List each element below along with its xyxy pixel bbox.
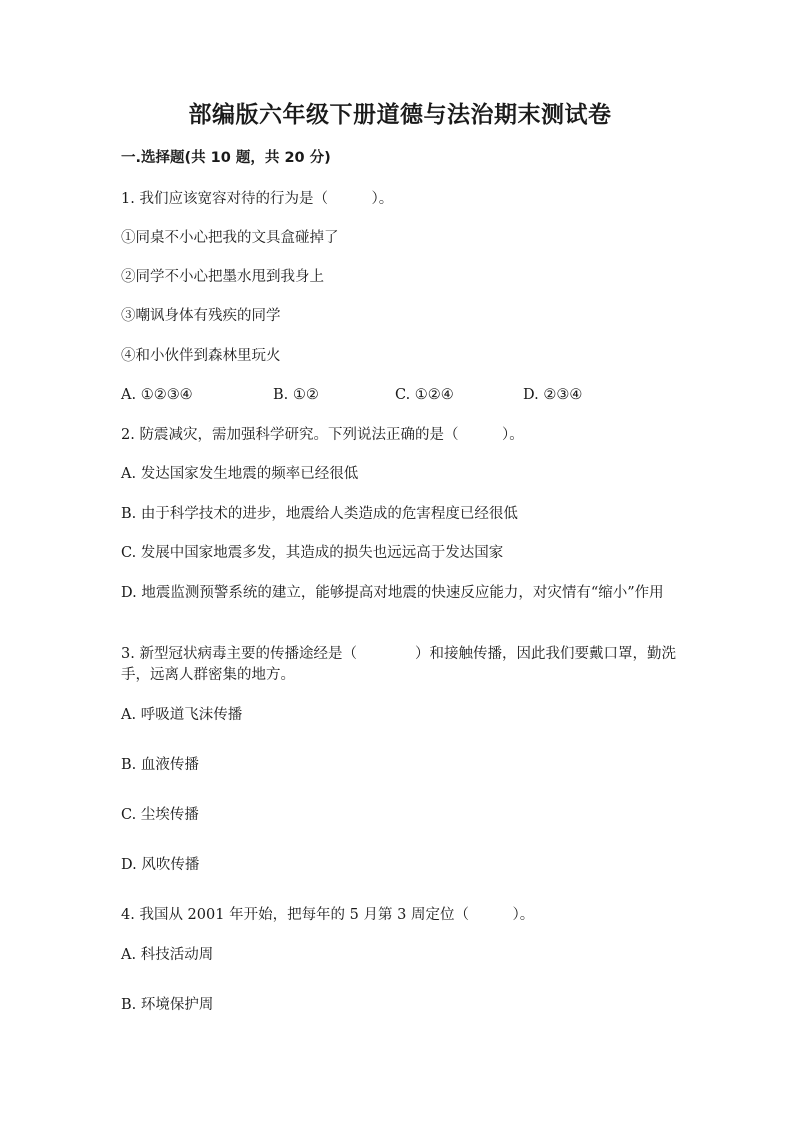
question-1-stem: 1. 我们应该宽容对待的行为是（ ）。 bbox=[121, 191, 394, 207]
question-3-option-c[interactable]: C. 尘埃传播 bbox=[121, 807, 199, 823]
question-3-option-b[interactable]: B. 血液传播 bbox=[121, 757, 199, 773]
question-4-stem: 4. 我国从 2001 年开始，把每年的 5 月第 3 周定位（ ）。 bbox=[121, 907, 535, 923]
question-2-option-b[interactable]: B. 由于科学技术的进步，地震给人类造成的危害程度已经很低 bbox=[121, 506, 518, 522]
question-1-option-b[interactable]: B. ①② bbox=[273, 387, 319, 403]
question-2-option-c[interactable]: C. 发展中国家地震多发，其造成的损失也远远高于发达国家 bbox=[121, 545, 504, 561]
question-1-item-3: ③嘲讽身体有残疾的同学 bbox=[121, 308, 281, 324]
question-2-option-a[interactable]: A. 发达国家发生地震的频率已经很低 bbox=[121, 466, 359, 482]
question-3-option-a[interactable]: A. 呼吸道飞沫传播 bbox=[121, 707, 243, 723]
question-1-options bbox=[121, 385, 681, 406]
question-4-option-a[interactable]: A. 科技活动周 bbox=[121, 947, 214, 963]
question-2-option-d[interactable]: D. 地震监测预警系统的建立，能够提高对地震的快速反应能力，对灾情有“缩小”作用 bbox=[121, 585, 664, 601]
question-1-option-c[interactable]: C. ①②④ bbox=[395, 387, 454, 403]
page-title: 部编版六年级下册道德与法治期末测试卷 bbox=[188, 101, 612, 128]
question-1-item-1: ①同桌不小心把我的文具盒碰掉了 bbox=[121, 230, 339, 246]
question-2-stem: 2. 防震减灾，需加强科学研究。下列说法正确的是（ ）。 bbox=[121, 427, 524, 443]
question-1-item-2: ②同学不小心把墨水甩到我身上 bbox=[121, 269, 324, 285]
section-heading: 一.选择题(共 10 题，共 20 分) bbox=[121, 150, 331, 166]
question-1-option-d[interactable]: D. ②③④ bbox=[523, 387, 583, 403]
question-4-option-b[interactable]: B. 环境保护周 bbox=[121, 997, 214, 1013]
question-1-item-4: ④和小伙伴到森林里玩火 bbox=[121, 348, 281, 364]
question-3-stem: 3. 新型冠状病毒主要的传播途经是（ ）和接触传播，因此我们要戴口罩，勤洗手，远离人群密集的地方。 bbox=[121, 646, 676, 683]
question-3-option-d[interactable]: D. 风吹传播 bbox=[121, 857, 200, 873]
question-1-option-a[interactable]: A. ①②③④ bbox=[121, 387, 193, 403]
